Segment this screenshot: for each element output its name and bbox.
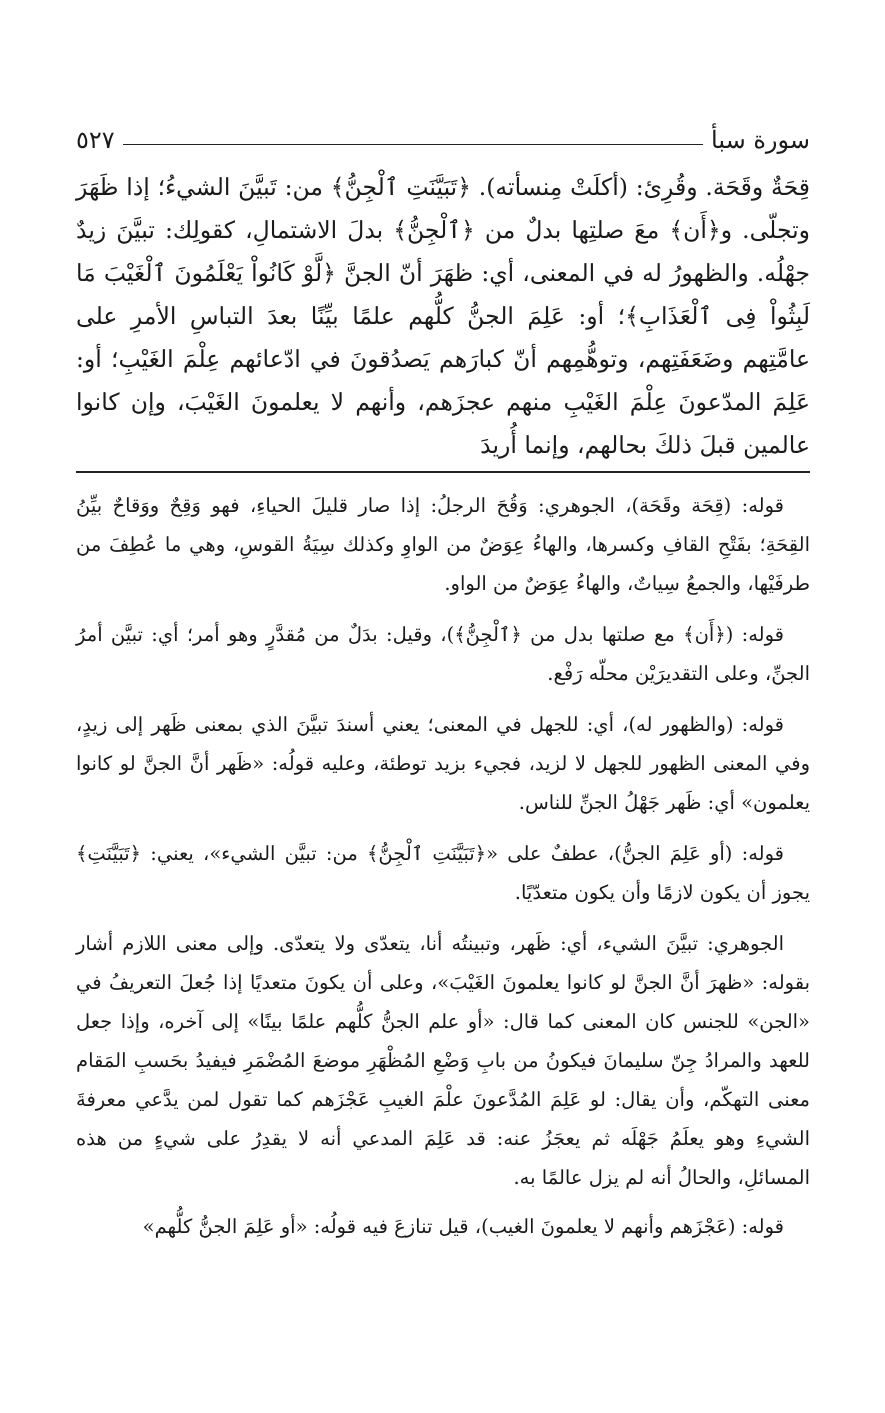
note-paragraph: قوله: (قِحَة وقَحَة)، الجوهري: وَقُحَ الرجلُ: إذا صار قليلَ الحياءِ، فهو وَقِحٌ ووَقاحٌ بيِّنُ القِحَةِ؛ بفَتْحِ القافِ وكسرها، والهاءُ عِوَضٌ من الواوِ وكذلك سِيَةُ القوسِ، وهي ما عُطِفَ من طرفَيْها، والجمعُ سِياتٌ، والهاءُ عِوَضٌ من الواو. <box>76 494 810 595</box>
note-paragraph: قوله: (أو عَلِمَ الجنُّ)، عطفٌ على «﴿تَبَيَّنَتِ ٱلْجِنُّ﴾ من: تبيَّن الشيء»، يعني: ﴿تَبَيَّنَتِ﴾ يجوز أن يكون لازمًا وأن يكون متعدّيًا. <box>76 842 810 904</box>
page-header <box>76 112 810 152</box>
commentary-notes <box>76 486 810 1258</box>
note-paragraph: الجوهري: تبيَّنَ الشيء، أي: ظَهر، وتبينتُه أنا، يتعدّى ولا يتعدّى. وإلى معنى اللازم أشار بقوله: «ظهرَ أنَّ الجنَّ لو كانوا يعلمونَ الغَيْبَ»، وعلى أن يكونَ متعديًا إذا جُعلَ التعريفُ في «الجن» للجنس كان المعنى كما قال: «أو علم الجنُّ كلُّهم علمًا بينًا» إلى آخره، وإذا جعل للعهد والمرادُ جِنّ سليمانَ فيكونُ من بابِ وَضْعِ المُظْهَرِ موضعَ المُضْمَرِ فيفيدُ بحَسبِ المَقام معنى التهكّم، وأن يقال: لو عَلِمَ المُدَّعونَ علْمَ الغيبِ عَجْزَهم كما تقول لمن يدَّعي معرفةَ الشيءِ وهو يعلَمُ جَهْلَه ثم يعجَزُ عنه: قد عَلِمَ المدعي أنه لا يقدِرُ على شيءٍ من هذه المسائلِ، والحالُ أنه لم يزل عالمًا به. <box>76 932 810 1189</box>
note-paragraph: قوله: (والظهور له)، أي: للجهل في المعنى؛ يعني أسندَ تبيَّنَ الذي بمعنى ظَهر إلى زيدٍ، وفي المعنى الظهور للجهل لا لزيد، فجيء بزيد توطئة، وعليه قولُه: «ظَهر أنَّ الجنَّ لو كانوا يعلمون» أي: ظَهر جَهْلُ الجنِّ للناس. <box>76 713 810 814</box>
note-paragraph: قوله: (عَجْزَهم وأنهم لا يعلمونَ الغيب)، قيل تنازعَ فيه قولُه: «أو عَلِمَ الجنُّ كلُّهم» <box>142 1215 784 1238</box>
header-rule <box>123 144 703 145</box>
surah-title: سورة سبأ <box>711 126 810 154</box>
page-number: ٥٢٧ <box>76 126 115 154</box>
main-paragraph: قِحَةٌ وقَحَة. وقُرِئ: (أكلَتْ مِنسأته). ﴿تَبَيَّنَتِ ٱلْجِنُّ﴾ من: تَبيَّنَ الشيءُ؛ إذا ظَهَرَ وتجلّى. و﴿أَن﴾ معَ صلتِها بدلٌ من ﴿ٱلْجِنُّ﴾ بدلَ الاشتمالِ، كقولِك: تبيَّنَ زيدٌ جهْلُه. والظهورُ له في المعنى، أي: ظهَرَ أنّ الجنَّ ﴿لَّوْ كَانُواْ يَعْلَمُونَ ٱلْغَيْبَ مَا لَبِثُواْ فِى ٱلْعَذَابِ﴾؛ أو: عَلِمَ الجنُّ كلُّهم علمًا بيِّنًا بعدَ التباسِ الأمرِ على عامَّتِهم وضَعَفَتِهم، وتوهُّمِهم أنّ كبارَهم يَصدُقونَ في ادّعائهم عِلْمَ الغَيْبِ؛ أو: عَلِمَ المدّعونَ عِلْمَ الغَيْبِ منهم عجزَهم، وأنهم لا يعلمونَ الغَيْبَ، وإن كانوا عالمين قبلَ ذلكَ بحالهم، وإنما أُريدَ <box>76 173 810 459</box>
main-text <box>76 166 810 467</box>
footnote-separator <box>76 471 810 473</box>
note-paragraph: قوله: (﴿أَن﴾ مع صلتها بدل من ﴿ٱلْجِنُّ﴾)، وقيل: بدَلٌ من مُقدَّرٍ وهو أمر؛ أي: تبيَّن أمرُ الجنِّ، وعلى التقديرَيْن محلّه رَفْع. <box>76 623 810 685</box>
